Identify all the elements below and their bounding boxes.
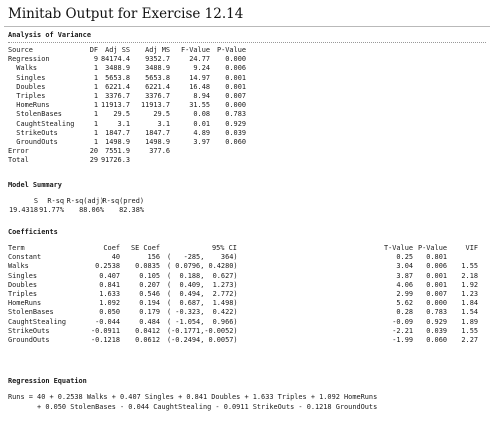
coefficients-cell: 2.27 (461, 336, 478, 344)
model-summary-col-header: R-sq (47, 197, 64, 205)
anova-cell: 9.24 (193, 64, 210, 73)
anova-cell: 7551.9 (105, 147, 130, 156)
coefficients-cell: -1.99 (392, 336, 413, 344)
coefficients-cell: 0.000 (426, 299, 447, 308)
coefficients-col-header: SE Coef (130, 244, 160, 252)
anova-cell: 0.001 (225, 73, 246, 82)
coefficients-cell: HomeRuns (8, 299, 42, 308)
coefficients-cell: -0.0911 (90, 326, 120, 335)
anova-cell: 91726.3 (100, 156, 130, 165)
coefficients-cell: -0.044 (95, 317, 120, 326)
model-summary-col-header: R-sq(pred) (102, 197, 144, 205)
coefficients-cell: 0.007 (426, 290, 447, 298)
coefficients-cell: 0.039 (426, 326, 447, 335)
coefficients-cell: 2.18 (461, 271, 478, 280)
anova-cell: 29 (89, 156, 98, 165)
coefficients-cell: 0.001 (426, 271, 447, 280)
anova-cell: 0.08 (193, 110, 210, 119)
anova-cell: HomeRuns (8, 101, 50, 110)
anova-cell: 3488.9 (105, 64, 130, 73)
anova-cell: StolenBases (8, 110, 62, 119)
coefficients-cell: ( 0.409, 1.273) (167, 280, 238, 289)
coefficients-cell: Singles (8, 271, 38, 280)
coefficients-cell: Triples (8, 290, 38, 298)
anova-cell: 11913.7 (100, 101, 130, 110)
anova-cell: StrikeOuts (8, 128, 58, 137)
model-summary-value: 88.06% (79, 206, 104, 214)
anova-cell: Regression (8, 55, 50, 64)
coefficients-cell: 1.633 (99, 290, 120, 298)
coefficients-cell: 0.841 (99, 280, 120, 289)
anova-cell: 3.1 (157, 119, 170, 128)
coefficients-cell: Constant (8, 253, 42, 262)
anova-cell: 1 (93, 101, 98, 110)
coefficients-cell: 1.54 (461, 308, 478, 317)
anova-cell: 9 (93, 55, 98, 64)
coefficients-cell: 1.89 (461, 317, 478, 326)
anova-cell: 3.97 (193, 138, 210, 146)
coefficients-cell: 0.2538 (95, 262, 120, 271)
anova-cell: 5653.8 (145, 73, 170, 82)
anova-cell: 0.001 (225, 82, 246, 91)
anova-cell: Triples (8, 92, 46, 100)
anova-cell: 31.55 (189, 101, 210, 110)
coefficients-cell: 0.179 (139, 308, 160, 317)
anova-cell: 6221.4 (105, 82, 130, 91)
anova-col-header: Source (8, 46, 33, 54)
anova-cell: 0.060 (225, 138, 246, 146)
anova-cell: 14.97 (189, 73, 210, 82)
regression-equation-heading: Regression Equation (8, 377, 87, 385)
coefficients-cell: 0.0835 (135, 262, 160, 271)
coefficients-cell: 0.28 (396, 308, 413, 317)
coefficients-col-header: VIF (465, 244, 478, 252)
coefficients-cell: 0.001 (426, 280, 447, 289)
model-summary-heading: Model Summary (8, 181, 62, 189)
coefficients-cell: 1.92 (461, 280, 478, 289)
regression-equation-line-2: + 0.050 StolenBases - 0.044 CaughtStealing - 0.0911 StrikeOuts - 0.1218 GroundOuts (8, 403, 378, 411)
anova-cell: 0.929 (225, 119, 246, 128)
anova-cell: 1847.7 (145, 128, 170, 137)
coefficients-cell: 0.060 (426, 336, 447, 344)
page-title: Minitab Output for Exercise 12.14 (8, 6, 244, 22)
coefficients-cell: ( 0.494, 2.772) (167, 290, 238, 298)
coefficients-cell: 2.99 (396, 290, 413, 298)
anova-col-header: Adj SS (105, 46, 130, 54)
anova-rule (8, 42, 486, 43)
anova-cell: 1847.7 (105, 128, 130, 137)
coefficients-cell: -0.09 (392, 317, 413, 326)
anova-cell: 29.5 (153, 110, 170, 119)
coefficients-cell: StrikeOuts (8, 326, 50, 335)
coefficients-cell: 1.092 (99, 299, 120, 308)
anova-cell: 29.5 (113, 110, 130, 119)
anova-col-header: DF (89, 46, 98, 54)
coefficients-cell: CaughtStealing (8, 317, 67, 326)
anova-cell: 8.94 (193, 92, 210, 100)
anova-cell: 1 (93, 64, 98, 73)
anova-cell: 0.000 (225, 101, 246, 110)
anova-cell: Total (8, 156, 29, 165)
coefficients-cell: 1.55 (461, 262, 478, 271)
anova-cell: 1498.9 (145, 138, 170, 146)
coefficients-cell: 156 (147, 253, 160, 262)
anova-cell: 3.1 (117, 119, 130, 128)
coefficients-cell: 5.62 (396, 299, 413, 308)
anova-heading: Analysis of Variance (8, 31, 91, 39)
coefficients-cell: 0.25 (396, 253, 413, 262)
model-summary-col-header: R-sq(adj) (66, 197, 104, 205)
anova-cell: 24.77 (189, 55, 210, 64)
anova-cell: 3488.9 (145, 64, 170, 73)
coefficients-cell: 3.87 (396, 271, 413, 280)
anova-cell: Doubles (8, 82, 46, 91)
coefficients-cell: StolenBases (8, 308, 54, 317)
coefficients-col-header: 95% CI (212, 244, 237, 252)
coefficients-col-header: Coef (103, 244, 120, 252)
anova-cell: 1 (93, 138, 98, 146)
coefficients-cell: Walks (8, 262, 29, 271)
anova-cell: 9352.7 (145, 55, 170, 64)
coefficients-cell: -2.21 (392, 326, 413, 335)
coefficients-cell: 40 (111, 253, 120, 262)
coefficients-cell: 0.050 (99, 308, 120, 317)
anova-cell: CaughtStealing (8, 119, 75, 128)
anova-cell: 1 (93, 73, 98, 82)
regression-equation-line-1: Runs = 40 + 0.2538 Walks + 0.407 Singles + 0.841 Doubles + 1.633 Triples + 1.092 HomeRuns (8, 393, 378, 401)
coefficients-cell: 0.801 (426, 253, 447, 262)
anova-col-header: P-Value (216, 46, 246, 54)
anova-cell: 0.01 (193, 119, 210, 128)
coefficients-cell: 0.546 (139, 290, 160, 298)
coefficients-cell: 0.006 (426, 262, 447, 271)
anova-cell: 16.48 (189, 82, 210, 91)
anova-cell: 1 (93, 110, 98, 119)
coefficients-cell: (-0.2494, 0.0057) (167, 336, 238, 344)
anova-col-header: F-Value (180, 46, 210, 54)
coefficients-cell: 0.194 (139, 299, 160, 308)
coefficients-cell: -0.1218 (90, 336, 120, 344)
model-summary-value: 82.38% (119, 206, 144, 214)
model-summary-col-header: S (33, 197, 38, 205)
anova-cell: 0.000 (225, 55, 246, 64)
coefficients-cell: ( -0.323, 0.422) (167, 308, 238, 317)
coefficients-cell: ( -1.054, 0.966) (167, 317, 238, 326)
anova-cell: 84174.4 (100, 55, 130, 64)
model-summary-value: 91.77% (39, 206, 64, 214)
anova-cell: 377.6 (149, 147, 170, 156)
coefficients-cell: ( -285, 364) (167, 253, 238, 262)
title-bar (4, 4, 490, 27)
anova-cell: 0.006 (225, 64, 246, 73)
anova-cell: Walks (8, 64, 38, 73)
coefficients-cell: GroundOuts (8, 336, 50, 344)
anova-cell: 5653.8 (105, 73, 130, 82)
coefficients-cell: Doubles (8, 280, 38, 289)
model-summary-value: 19.4318 (8, 206, 38, 214)
anova-cell: GroundOuts (8, 138, 58, 146)
coefficients-heading: Coefficients (8, 228, 58, 236)
coefficients-cell: 0.105 (139, 271, 160, 280)
anova-cell: Singles (8, 73, 46, 82)
anova-cell: 11913.7 (140, 101, 170, 110)
anova-cell: 20 (89, 147, 98, 156)
anova-cell: 6221.4 (145, 82, 170, 91)
anova-cell: 0.039 (225, 128, 246, 137)
coefficients-cell: 1.23 (461, 290, 478, 298)
anova-cell: 4.89 (193, 128, 210, 137)
coefficients-cell: (-0.1771,-0.0052) (167, 326, 238, 335)
coefficients-cell: 1.84 (461, 299, 478, 308)
coefficients-cell: ( 0.687, 1.498) (167, 299, 238, 308)
anova-cell: 1 (93, 82, 98, 91)
anova-cell: 1498.9 (105, 138, 130, 146)
coefficients-cell: 0.0412 (135, 326, 160, 335)
anova-cell: Error (8, 147, 29, 156)
anova-cell: 1 (93, 92, 98, 100)
coefficients-cell: 0.783 (426, 308, 447, 317)
coefficients-cell: 1.55 (461, 326, 478, 335)
anova-cell: 0.783 (225, 110, 246, 119)
anova-col-header: Adj MS (145, 46, 170, 54)
anova-cell: 3376.7 (145, 92, 170, 100)
coefficients-col-header: P-Value (417, 244, 447, 252)
coefficients-cell: 0.484 (139, 317, 160, 326)
anova-cell: 3376.7 (105, 92, 130, 100)
coefficients-col-header: Term (8, 244, 25, 252)
coefficients-col-header: T-Value (383, 244, 413, 252)
coefficients-cell: 3.04 (396, 262, 413, 271)
coefficients-cell: 4.06 (396, 280, 413, 289)
coefficients-cell: 0.407 (99, 271, 120, 280)
coefficients-cell: 0.929 (426, 317, 447, 326)
anova-cell: 1 (93, 119, 98, 128)
coefficients-cell: ( 0.188, 0.627) (167, 271, 238, 280)
coefficients-cell: ( 0.0796, 0.4280) (167, 262, 238, 271)
coefficients-cell: 0.207 (139, 280, 160, 289)
coefficients-cell: 0.0612 (135, 336, 160, 344)
anova-cell: 1 (93, 128, 98, 137)
anova-cell: 0.007 (225, 92, 246, 100)
